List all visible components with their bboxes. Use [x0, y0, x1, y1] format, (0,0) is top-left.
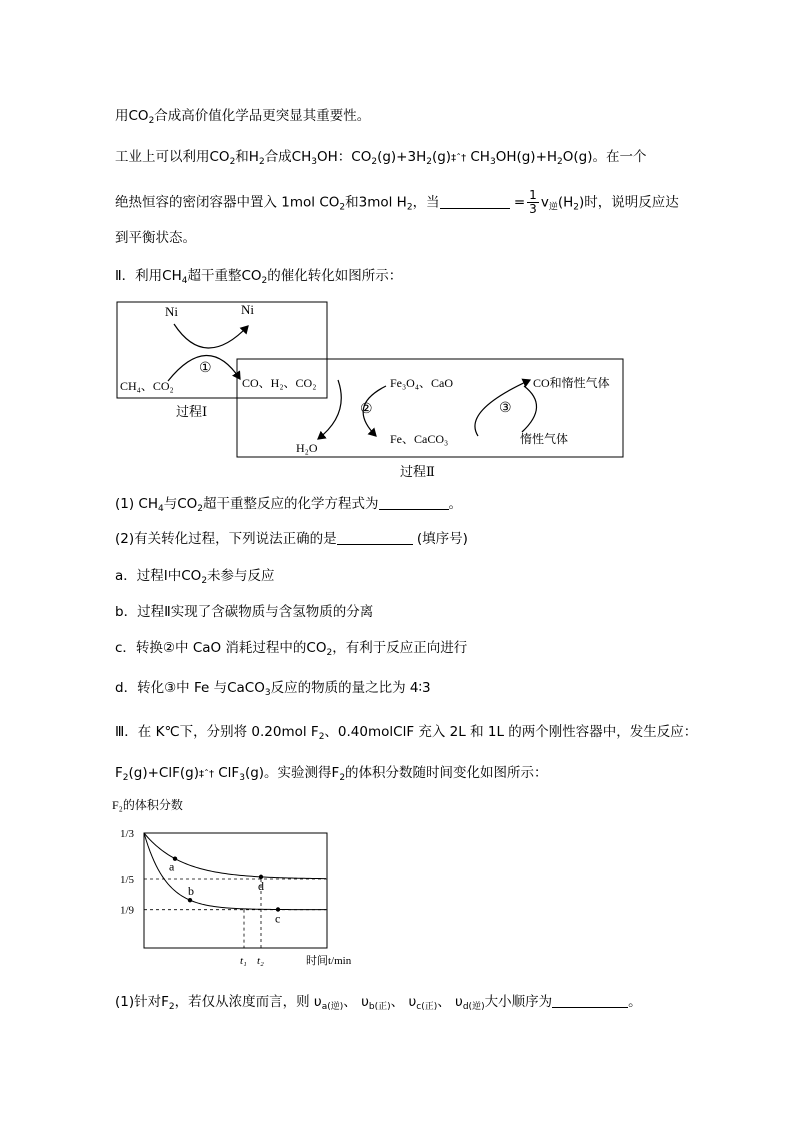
- step-2-label: ②: [360, 402, 373, 417]
- fe3o4-cao-label: Fe₃O₄、CaO: [390, 376, 454, 390]
- option-a: a．过程Ⅰ中$CO_2$未参与反应: [115, 568, 275, 586]
- part3-line-1: Ⅲ．在 K℃下，分别将 0.20mol $F_2$、0.40molClF 充入 2L 和 1L 的两个刚性容器中，发生反应：: [115, 724, 698, 742]
- part2-q1: (1) $CH_4$与$CO_2$超干重整反应的化学方程式为 。: [115, 496, 463, 514]
- y-tick-label: 1/9: [120, 904, 135, 917]
- point-b: [188, 898, 192, 902]
- process2-label: 过程Ⅱ: [400, 464, 435, 479]
- arrow-h2o: [318, 380, 341, 439]
- intro-line-4: 到平衡状态。: [115, 230, 196, 246]
- part3-q1: (1)针对$F_2$，若仅从浓度而言，则 $\upsilon_{a(逆)}$、 $\upsilon_{b(正)}$、 $\upsilon_{c(正)}$、 $\upsilon_{d(逆)}$大小顺序为 。: [115, 994, 642, 1012]
- point-label-b: b: [188, 884, 194, 899]
- process1-label: 过程Ⅰ: [176, 404, 208, 419]
- option-c: c．转换②中 CaO 消耗过程中的$CO_2$，有利于反应正向进行: [115, 640, 468, 658]
- f2-volume-fraction-chart: [110, 795, 380, 973]
- x-tick-t1: t₁: [240, 955, 247, 967]
- part2-q2: (2)有关转化过程，下列说法正确的是 (填序号): [115, 531, 468, 547]
- fe-caco3-label: Fe、CaCO₃: [390, 432, 449, 446]
- ni-right-label: Ni: [241, 302, 254, 317]
- point-label-a: a: [169, 859, 175, 874]
- process-diagram: [110, 296, 630, 482]
- co-inert-label: CO和惰性气体: [533, 376, 610, 390]
- intro-line-2: 工业上可以利用$CO_2$和$H_2$合成$CH_3OH$：$CO_2(g)+3H_2(g)\ddagger ˆ\dagger$ $CH_3OH(g)+H_2O(g)$。在一个: [115, 149, 647, 167]
- intro-line-3: 绝热恒容的密闭容器中置入 1mol $CO_2$和3mol $H_2$，当 = $\frac{1}{3}$ $v_逆(H_2)$时，说明反应达: [115, 188, 679, 216]
- h2o-label: H₂O: [296, 441, 318, 455]
- option-b: b．过程Ⅱ实现了含碳物质与含氢物质的分离: [115, 604, 374, 620]
- answer-blank-1[interactable]: [440, 195, 510, 209]
- step-3-label: ③: [499, 401, 512, 416]
- reactants-label: CH₄、CO₂: [120, 379, 174, 393]
- answer-blank-4[interactable]: [552, 994, 628, 1008]
- fraction: $\frac{1}{3}$: [529, 188, 537, 216]
- products-mid-label: CO、H₂、CO₂: [242, 376, 317, 390]
- part3-line-2: $F_2(g)+ClF(g)\ddagger ˆ\dagger$ ClF$_3$(g)。实验测得$F_2$的体积分数随时间变化如图所示：: [115, 765, 548, 783]
- arrow-ni: [174, 324, 248, 348]
- x-tick-t2: t₂: [257, 955, 264, 967]
- intro-line-1: 用$CO_2$合成高价值化学品更突显其重要性。: [115, 108, 371, 126]
- point-label-c: c: [275, 911, 281, 926]
- part2-heading: Ⅱ．利用$CH_4$超干重整$CO_2$的催化转化如图所示：: [115, 268, 403, 286]
- chart-title: F₂的体积分数: [112, 798, 183, 812]
- y-tick-label: 1/3: [120, 827, 135, 840]
- option-d: d．转化③中 Fe 与CaCO$_3$反应的物质的量之比为 4∶3: [115, 680, 431, 698]
- step-1-label: ①: [199, 361, 212, 376]
- ni-left-label: Ni: [165, 304, 178, 319]
- chart-frame: [144, 833, 327, 948]
- point-label-d: d: [258, 878, 264, 893]
- answer-blank-3[interactable]: [337, 531, 413, 545]
- inert-label: 惰性气体: [520, 432, 569, 446]
- x-axis-label: 时间t/min: [306, 955, 352, 967]
- arrow-inert: [522, 386, 537, 432]
- y-tick-label: 1/5: [120, 873, 135, 886]
- answer-blank-2[interactable]: [379, 496, 449, 510]
